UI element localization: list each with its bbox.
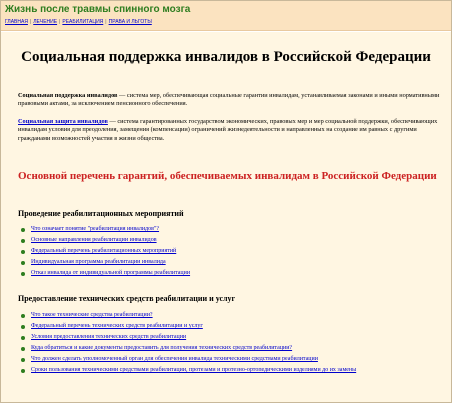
list-item (31, 224, 190, 235)
top-nav (5, 19, 152, 25)
nav-separator: | (105, 19, 107, 25)
page-title: Социальная поддержка инвалидов в Российской Федерации (21, 49, 431, 65)
technical-means-links (31, 310, 431, 374)
nav-link-home[interactable]: ГЛАВНАЯ (5, 19, 28, 25)
list-link[interactable]: Федеральный перечень технических средств реабилитации и услуг (31, 323, 203, 329)
list-item (31, 365, 431, 374)
nav-link-rights[interactable]: ПРАВА И ЛЬГОТЫ (108, 19, 152, 25)
bullet-icon (21, 336, 25, 340)
bullet-icon (21, 239, 25, 243)
section-heading-technical-means: Предоставление технических средств реабилитации и услуг (18, 294, 236, 303)
nav-separator: | (59, 19, 61, 25)
term-social-protection-link[interactable]: Социальная защита инвалидов (18, 118, 108, 125)
intro-paragraph-protection (18, 118, 441, 143)
list-link[interactable]: Условия предоставления технических средств реабилитации (31, 334, 187, 340)
term-social-support: Социальная поддержка инвалидов (18, 92, 118, 99)
list-link[interactable]: Отказ инвалида от индивидуальной программы реабилитации (31, 270, 191, 276)
guarantees-heading: Основной перечень гарантий, обеспечиваемых инвалидам в Российской Федерации (18, 170, 437, 182)
bullet-icon (21, 250, 25, 254)
bullet-icon (21, 314, 25, 318)
bullet-icon (21, 261, 25, 265)
bullet-icon (21, 272, 25, 276)
list-link[interactable]: Сроки пользования техническими средствами реабилитации, протезами и протезно-ортопедическими изделиями до их замены (31, 367, 357, 373)
bullet-icon (21, 347, 25, 351)
site-title: Жизнь после травмы спинного мозга (5, 4, 191, 15)
list-item (31, 343, 431, 354)
main-content (1, 32, 451, 402)
intro-paragraph-support (18, 92, 441, 109)
list-item (31, 321, 431, 332)
rehabilitation-links (31, 224, 190, 279)
bullet-icon (21, 228, 25, 232)
list-item (31, 246, 190, 257)
list-link[interactable]: Что такое технические средства реабилитации? (31, 312, 153, 318)
site-header (1, 1, 451, 31)
section-heading-rehabilitation: Проведение реабилитационных мероприятий (18, 209, 184, 218)
list-link[interactable]: Федеральный перечень реабилитационных мероприятий (31, 248, 177, 254)
list-link[interactable]: Куда обратиться и какие документы предоставить для получения технических средств реабилитации? (31, 345, 293, 351)
list-item (31, 268, 190, 279)
nav-link-rehabilitation[interactable]: РЕАБИЛИТАЦИЯ (62, 19, 104, 25)
list-item (31, 354, 431, 365)
list-link[interactable]: Индивидуальная программа реабилитации инвалида (31, 259, 166, 265)
bullet-icon (21, 369, 25, 373)
bullet-icon (21, 325, 25, 329)
list-item (31, 257, 190, 268)
definition-social-support: — система мер, обеспечивающая социальные гарантии инвалидам, устанавливаемая законами и иными нормативными правовыми актами, за исключением пенсионного обеспечения. (18, 92, 440, 108)
list-item (31, 310, 431, 321)
definition-social-protection: — система гарантированных государством экономических, правовых мер и мер социальной поддержки, обеспечивающих инвалидам условия для преодоления, замещения (компенсации) ограничений жизнедеятельности и направленных на создание им равных с другими гражданами возможностей участия в жизни общества. (18, 118, 438, 142)
list-link[interactable]: Что должен сделать уполномоченный орган для обеспечения инвалида техническими средствами реабилитации (31, 356, 318, 362)
list-link[interactable]: Что означает понятие "реабилитация инвалидов"? (31, 226, 160, 232)
nav-link-treatment[interactable]: ЛЕЧЕНИЕ (33, 19, 58, 25)
list-item (31, 235, 190, 246)
list-item (31, 332, 431, 343)
list-link[interactable]: Основные направления реабилитации инвалидов (31, 237, 157, 243)
nav-separator: | (29, 19, 32, 25)
bullet-icon (21, 358, 25, 362)
